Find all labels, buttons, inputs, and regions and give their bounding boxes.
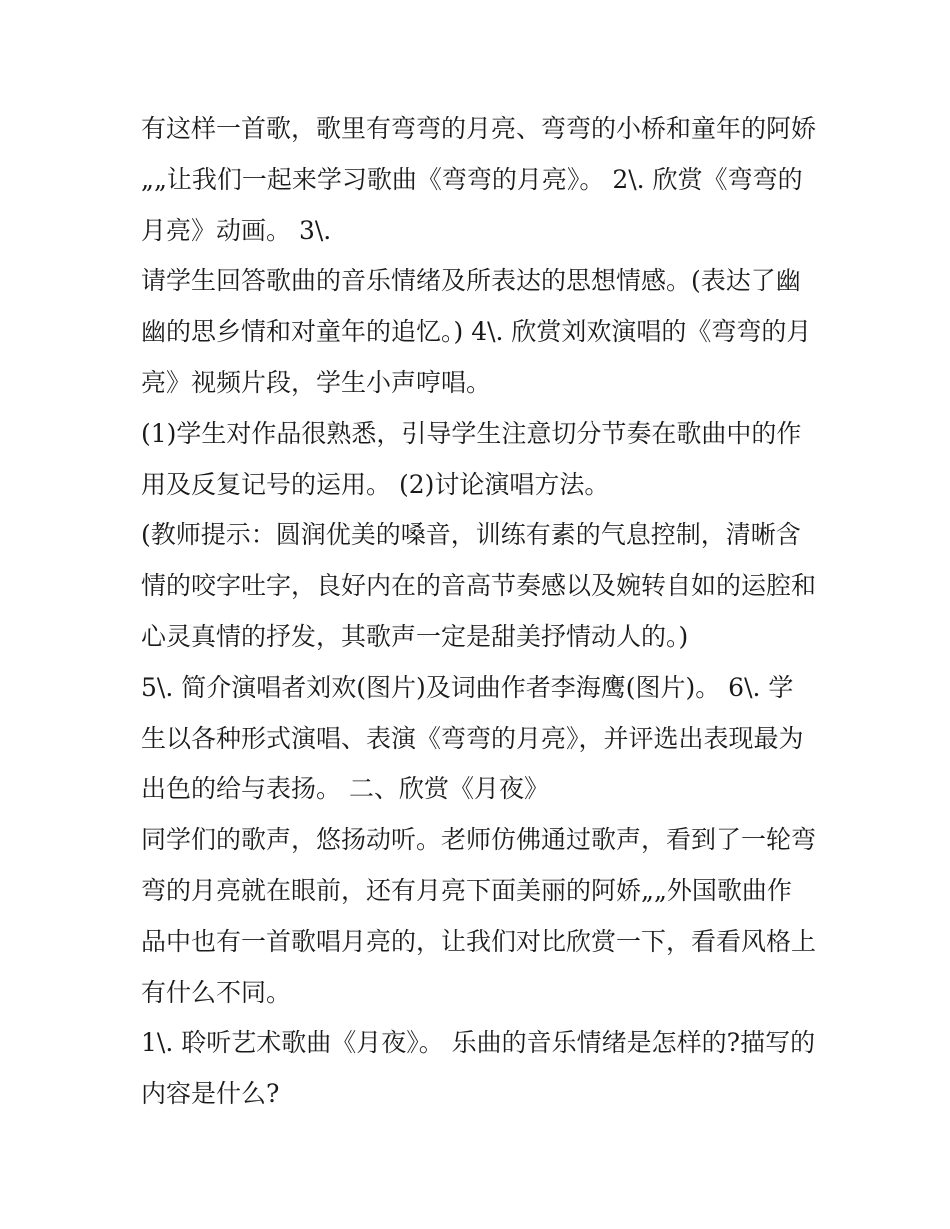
paragraph-4: (教师提示：圆润优美的嗓音，训练有素的气息控制，清晰含情的咬字吐字，良好内在的音高节奏感以及婉转自如的运腔和心灵真情的抒发，其歌声一定是甜美抒情动人的。)	[141, 520, 817, 651]
paragraph-6: 同学们的歌声，悠扬动听。老师仿佛通过歌声，看到了一轮弯弯的月亮就在眼前，还有月亮下面美丽的阿娇„„外国歌曲作品中也有一首歌唱月亮的，让我们对比欣赏一下，看看风格上有什么不同。	[141, 825, 817, 1007]
paragraph-5: 5\. 简介演唱者刘欢(图片)及词曲作者李海鹰(图片)。 6\. 学生以各种形式演唱、表演《弯弯的月亮》，并评选出表现最为出色的给与表扬。 二、欣赏《月夜》	[141, 672, 804, 804]
paragraph-1: 有这样一首歌，歌里有弯弯的月亮、弯弯的小桥和童年的阿娇„„让我们一起来学习歌曲《弯弯的月亮》。 2\. 欣赏《弯弯的月亮》动画。 3\.	[141, 114, 817, 245]
paragraph-2: 请学生回答歌曲的音乐情绪及所表达的思想情感。(表达了幽幽的思乡情和对童年的追忆。) 4\. 欣赏刘欢演唱的《弯弯的月亮》视频片段，学生小声哼唱。	[141, 266, 812, 397]
document-body	[141, 104, 816, 1120]
paragraph-7: 1\. 聆听艺术歌曲《月夜》。 乐曲的音乐情绪是怎样的?描写的内容是什么?	[141, 1028, 816, 1109]
paragraph-3: (1)学生对作品很熟悉，引导学生注意切分节奏在歌曲中的作用及反复记号的运用。 (2)讨论演唱方法。	[141, 418, 802, 499]
